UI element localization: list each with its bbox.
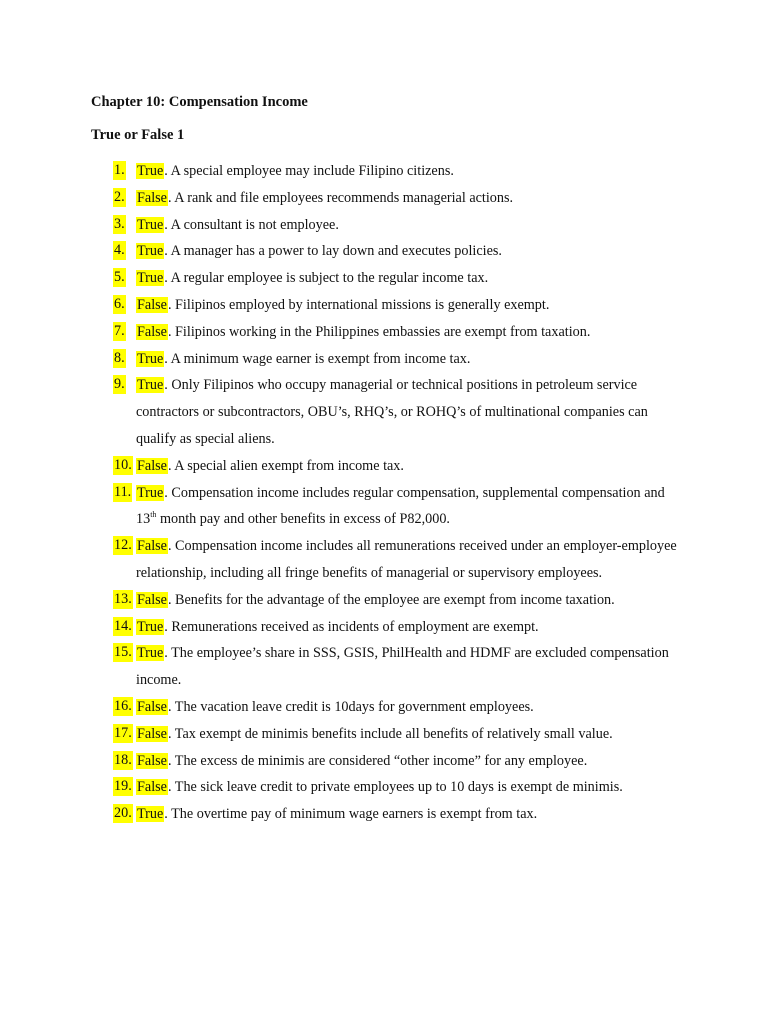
item-body — [136, 292, 681, 319]
answer-highlight: True — [137, 377, 164, 394]
item-text: . The overtime pay of minimum wage earners is exempt from tax. — [164, 806, 538, 823]
item-body — [136, 748, 681, 775]
item-body — [136, 640, 681, 694]
answer-highlight: False — [137, 189, 167, 206]
list-item — [0, 238, 768, 265]
item-text: . The sick leave credit to private employees up to 10 days is exempt de minimis. — [167, 779, 623, 796]
item-number: 9. — [114, 376, 125, 393]
list-item — [0, 748, 768, 775]
item-superscript: th — [150, 510, 157, 520]
true-false-list — [0, 158, 768, 828]
item-text: . Only Filipinos who occupy managerial or technical positions in petroleum service contractors or subcontractors, OBU’s, RHQ’s, or ROHQ’s of multinational companies can qualify as special aliens. — [136, 377, 648, 447]
item-number: 4. — [114, 242, 125, 259]
list-item — [0, 614, 768, 641]
list-item — [0, 346, 768, 373]
list-item — [0, 158, 768, 185]
item-text: . Filipinos working in the Philippines embassies are exempt from taxation. — [167, 323, 591, 340]
item-number: 5. — [114, 269, 125, 286]
list-item — [0, 774, 768, 801]
item-number: 1. — [114, 162, 125, 178]
item-body — [136, 265, 681, 292]
item-number: 15. — [114, 644, 132, 661]
item-body — [136, 801, 681, 828]
item-number: 8. — [114, 349, 125, 366]
item-body — [136, 372, 681, 452]
item-text: . Compensation income includes regular compensation, supplemental compensation and 13 — [136, 484, 665, 528]
answer-highlight: False — [137, 725, 167, 742]
item-body — [136, 158, 681, 185]
list-item — [0, 185, 768, 212]
item-text: . A consultant is not employee. — [164, 216, 339, 233]
list-item — [0, 721, 768, 748]
list-item — [0, 801, 768, 828]
item-number: 17. — [114, 724, 132, 741]
list-item — [0, 265, 768, 292]
item-text: . Benefits for the advantage of the employee are exempt from income taxation. — [167, 591, 615, 608]
item-text: . A special employee may include Filipino citizens. — [164, 163, 454, 179]
answer-highlight: True — [137, 484, 164, 501]
answer-highlight: True — [137, 645, 164, 662]
answer-highlight: False — [137, 323, 167, 340]
answer-highlight: True — [137, 216, 164, 233]
list-item — [0, 533, 768, 587]
item-text: . Compensation income includes all remunerations received under an employer-employee relationship, including all fringe benefits of managerial or supervisory employees. — [136, 538, 677, 581]
list-item — [0, 319, 768, 346]
item-body — [136, 533, 681, 587]
item-body — [136, 694, 681, 721]
item-text: . A manager has a power to lay down and executes policies. — [164, 243, 502, 260]
item-text: . Remunerations received as incidents of employment are exempt. — [164, 618, 539, 635]
chapter-title: Chapter 10: Compensation Income — [91, 94, 308, 110]
answer-highlight: True — [137, 618, 164, 635]
item-text: . Tax exempt de minimis benefits include all benefits of relatively small value. — [167, 725, 613, 742]
item-number: 10. — [114, 456, 132, 473]
item-body — [136, 614, 681, 641]
item-text: . A minimum wage earner is exempt from income tax. — [164, 350, 471, 367]
answer-highlight: False — [137, 779, 167, 796]
list-item — [0, 372, 768, 452]
item-number: 12. — [114, 537, 132, 554]
item-number: 7. — [114, 322, 125, 339]
item-text: . Filipinos employed by international missions is generally exempt. — [167, 296, 550, 313]
item-number: 20. — [114, 805, 132, 822]
answer-highlight: False — [137, 698, 167, 715]
item-text-continued: month pay and other benefits in excess of P82,000. — [156, 511, 450, 528]
item-body — [136, 346, 681, 373]
answer-highlight: True — [137, 270, 164, 287]
item-number: 18. — [114, 751, 132, 768]
item-number: 6. — [114, 295, 125, 312]
item-number: 16. — [114, 697, 132, 714]
item-number: 3. — [114, 215, 125, 232]
item-body — [136, 212, 681, 239]
section-title: True or False 1 — [91, 127, 185, 143]
list-item — [0, 292, 768, 319]
answer-highlight: False — [137, 752, 167, 769]
answer-highlight: False — [137, 591, 167, 608]
list-item — [0, 212, 768, 239]
item-number: 11. — [114, 483, 132, 500]
item-number: 19. — [114, 778, 132, 795]
item-number: 2. — [114, 188, 125, 205]
item-number: 13. — [114, 590, 132, 607]
answer-highlight: True — [137, 350, 164, 367]
item-body — [136, 319, 681, 346]
list-item — [0, 480, 768, 534]
answer-highlight: True — [137, 163, 164, 179]
answer-highlight: False — [137, 457, 167, 474]
item-body — [136, 238, 681, 265]
item-text: . A special alien exempt from income tax. — [167, 457, 404, 474]
item-text: . The employee’s share in SSS, GSIS, PhilHealth and HDMF are excluded compensation income. — [136, 645, 669, 689]
answer-highlight: True — [137, 806, 164, 823]
item-text: . The excess de minimis are considered “other income” for any employee. — [167, 752, 588, 769]
item-text: . A regular employee is subject to the regular income tax. — [164, 270, 489, 287]
list-item — [0, 694, 768, 721]
item-text: . The vacation leave credit is 10days for government employees. — [167, 698, 534, 715]
item-body — [136, 480, 681, 534]
item-number: 14. — [114, 617, 132, 634]
item-body — [136, 721, 681, 748]
list-item — [0, 587, 768, 614]
answer-highlight: False — [137, 296, 167, 313]
answer-highlight: True — [137, 243, 164, 260]
item-body — [136, 774, 681, 801]
list-item — [0, 640, 768, 694]
list-item — [0, 453, 768, 480]
item-body — [136, 185, 681, 212]
item-body — [136, 453, 681, 480]
answer-highlight: False — [137, 538, 167, 555]
item-text: . A rank and file employees recommends managerial actions. — [167, 189, 514, 206]
item-body — [136, 587, 681, 614]
